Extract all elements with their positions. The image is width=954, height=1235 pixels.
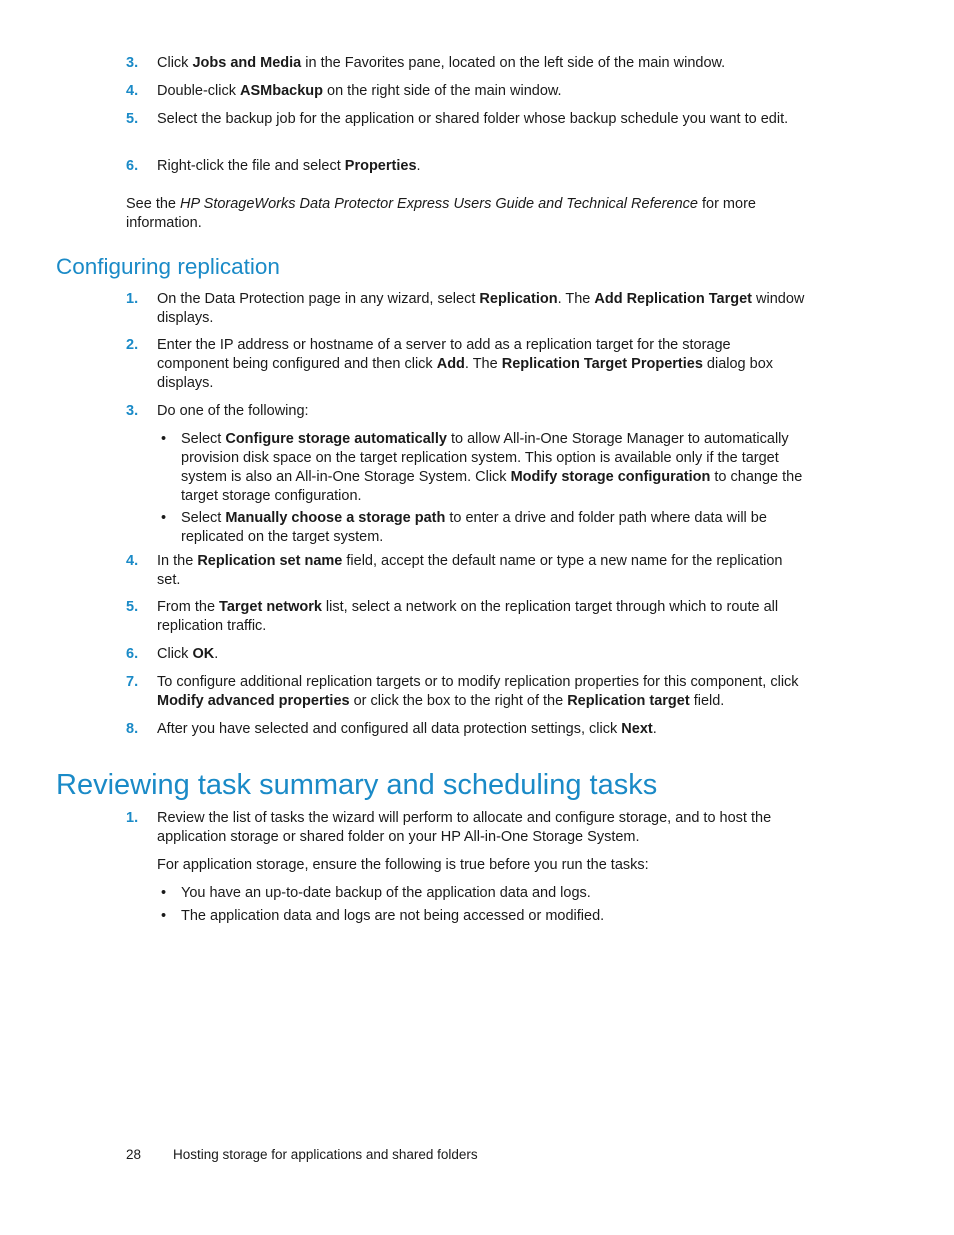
step-text: Enter the IP address or hostname of a server to add as a replication target for the storage component being configured and then click Add. The Replication Target Properties dialog box displays. <box>157 337 774 391</box>
bullet-marker: • <box>161 510 167 526</box>
step-number: 4. <box>126 83 139 99</box>
bullet-text: The application data and logs are not being accessed or modified. <box>181 908 605 924</box>
step-text: In the Replication set name field, accept the default name or type a new name for the replication set. <box>157 553 783 588</box>
step-number: 3. <box>126 403 139 419</box>
step-number: 7. <box>126 674 139 690</box>
footer-chapter-title: Hosting storage for applications and shared folders <box>173 1147 478 1162</box>
intro-paragraph: For application storage, ensure the following is true before you run the tasks: <box>157 857 649 873</box>
section-heading-replication: Configuring replication <box>56 254 280 279</box>
step-text: Click OK. <box>157 646 219 662</box>
step-number: 5. <box>126 599 139 615</box>
bullet-text: Select Configure storage automatically to allow All-in-One Storage Manager to automatically provision disk space on the target replication system. This option is available only if the target system is also an All-in-One Storage System. Click Modify storage configuration to change the target storage configuration. <box>181 431 803 504</box>
step-text: From the Target network list, select a network on the replication target through which to route all replication traffic. <box>157 599 779 634</box>
step-text: On the Data Protection page in any wizard, select Replication. The Add Replication Target window displays. <box>157 291 805 326</box>
page-number: 28 <box>126 1147 142 1162</box>
step-number: 6. <box>126 158 139 174</box>
step-text: Select the backup job for the application or shared folder whose backup schedule you want to edit. <box>157 111 789 127</box>
step-text: Click Jobs and Media in the Favorites pane, located on the left side of the main window. <box>157 55 726 71</box>
step-text: Do one of the following: <box>157 403 309 419</box>
step-number: 8. <box>126 721 139 737</box>
bullet-text: Select Manually choose a storage path to enter a drive and folder path where data will be replicated on the target system. <box>181 510 767 545</box>
step-number: 6. <box>126 646 139 662</box>
step-number: 4. <box>126 553 139 569</box>
step-number: 5. <box>126 111 139 127</box>
bullet-text: You have an up-to-date backup of the application data and logs. <box>181 885 591 901</box>
step-number: 1. <box>126 291 139 307</box>
section-heading-review: Reviewing task summary and scheduling tasks <box>56 769 658 801</box>
step-text: Right-click the file and select Properties. <box>157 158 421 174</box>
bullet-marker: • <box>161 908 167 924</box>
step-text: After you have selected and configured all data protection settings, click Next. <box>157 721 657 737</box>
step-text: To configure additional replication targets or to modify replication properties for this component, click Modify advanced properties or click the box to the right of the Replication target field. <box>157 674 799 709</box>
see-also-paragraph: See the HP StorageWorks Data Protector Express Users Guide and Technical Reference for more information. <box>126 196 756 231</box>
step-number: 1. <box>126 810 139 826</box>
step-text: Double-click ASMbackup on the right side of the main window. <box>157 83 562 99</box>
bullet-marker: • <box>161 885 167 901</box>
step-number: 3. <box>126 55 139 71</box>
step-text: Review the list of tasks the wizard will perform to allocate and configure storage, and to host the application storage or shared folder on your HP All-in-One Storage System. <box>157 810 772 845</box>
step-number: 2. <box>126 337 139 353</box>
bullet-marker: • <box>161 431 167 447</box>
